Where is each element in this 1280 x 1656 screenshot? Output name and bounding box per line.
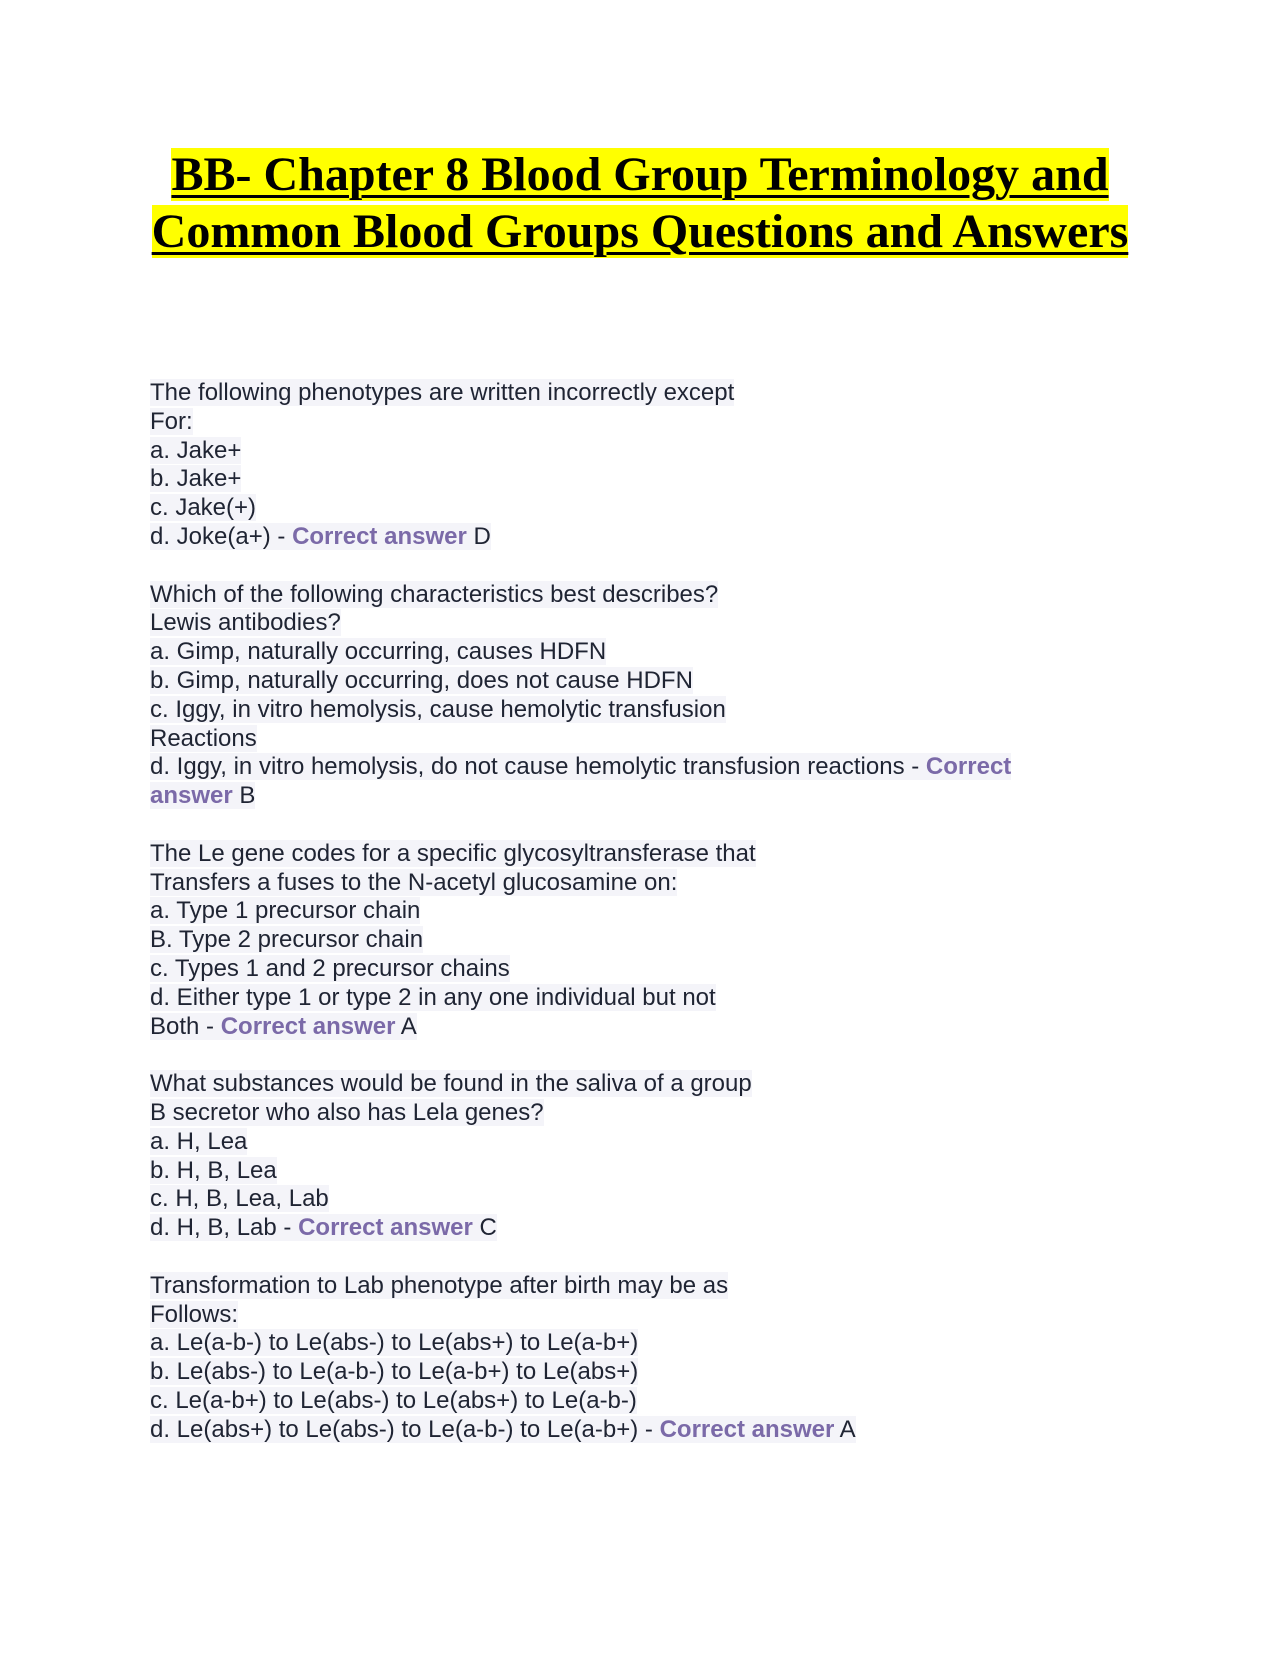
answer-option: b. H, B, Lea	[150, 1156, 277, 1184]
answer-option: c. Types 1 and 2 precursor chains	[150, 954, 510, 982]
question-stem-line: Transfers a fuses to the N-acetyl glucosamine on:	[150, 868, 678, 896]
answer-option-last: d. H, B, Lab - Correct answer C	[150, 1214, 497, 1242]
question-stem-line: For:	[150, 407, 193, 435]
question-stem-line: Lewis antibodies?	[150, 609, 341, 637]
answer-option: a. H, Lea	[150, 1127, 248, 1155]
question-stem-line: Which of the following characteristics best describes?	[150, 580, 719, 608]
answer-option: b. Jake+	[150, 465, 242, 493]
answer-option: b. Gimp, naturally occurring, does not cause HDFN	[150, 666, 693, 694]
correct-answer-label: Correct answer	[150, 753, 1012, 810]
correct-answer-label: Correct answer	[220, 1012, 396, 1040]
correct-answer-value: D	[466, 522, 491, 550]
question-stem-line: The Le gene codes for a specific glycosyltransferase that	[150, 839, 756, 867]
question-stem-line: Follows:	[150, 1300, 239, 1328]
answer-option: c. Le(a-b+) to Le(abs-) to Le(abs+) to Le(a-b-)	[150, 1386, 637, 1414]
correct-answer-label: Correct answer	[292, 522, 467, 550]
answer-option: a. Jake+	[150, 436, 242, 464]
answer-option: B. Type 2 precursor chain	[150, 926, 424, 954]
answer-option: b. Le(abs-) to Le(a-b-) to Le(a-b+) to Le(abs+)	[150, 1358, 639, 1386]
question-stem-line: The following phenotypes are written incorrectly except	[150, 379, 735, 406]
answer-option: a. Type 1 precursor chain	[150, 897, 421, 925]
answer-option-last: d. Le(abs+) to Le(abs-) to Le(a-b-) to Le(a-b+) - Correct answer A	[150, 1415, 856, 1443]
question-block-5	[150, 1272, 1070, 1445]
question-stem-line: Transformation to Lab phenotype after birth may be as	[150, 1271, 729, 1299]
answer-option: a. Le(a-b-) to Le(abs-) to Le(abs+) to Le(a-b+)	[150, 1329, 639, 1357]
answer-option: d. Either type 1 or type 2 in any one individual but not	[150, 983, 716, 1011]
question-stem-line: What substances would be found in the saliva of a group	[150, 1070, 752, 1098]
document-title-text: BB- Chapter 8 Blood Group Terminology and Common Blood Groups Questions and Answers	[151, 148, 1129, 258]
answer-option: Reactions	[150, 724, 257, 752]
correct-answer-value: A	[834, 1415, 856, 1443]
question-block-3	[150, 840, 1070, 1042]
answer-option: a. Gimp, naturally occurring, causes HDFN	[150, 638, 607, 666]
correct-answer-value: C	[472, 1214, 497, 1242]
document-title	[150, 146, 1130, 260]
question-list	[150, 379, 1070, 1473]
correct-answer-value: A	[395, 1012, 417, 1040]
correct-answer-label: Correct answer	[298, 1214, 473, 1242]
question-block-2	[150, 581, 1070, 811]
answer-option-last: d. Joke(a+) - Correct answer D	[150, 522, 491, 550]
answer-option: c. Jake(+)	[150, 494, 257, 522]
correct-answer-value: B	[232, 782, 256, 810]
answer-option-last: Both - Correct answer A	[150, 1012, 417, 1040]
answer-option: c. Iggy, in vitro hemolysis, cause hemolytic transfusion	[150, 695, 726, 723]
question-stem-line: B secretor who also has Lela genes?	[150, 1098, 544, 1126]
question-block-4	[150, 1070, 1070, 1243]
answer-option: c. H, B, Lea, Lab	[150, 1185, 329, 1213]
correct-answer-label: Correct answer	[659, 1415, 835, 1443]
answer-option-last: d. Iggy, in vitro hemolysis, do not cause hemolytic transfusion reactions - Correct answer B	[150, 753, 1012, 810]
question-block-1	[150, 379, 1070, 552]
